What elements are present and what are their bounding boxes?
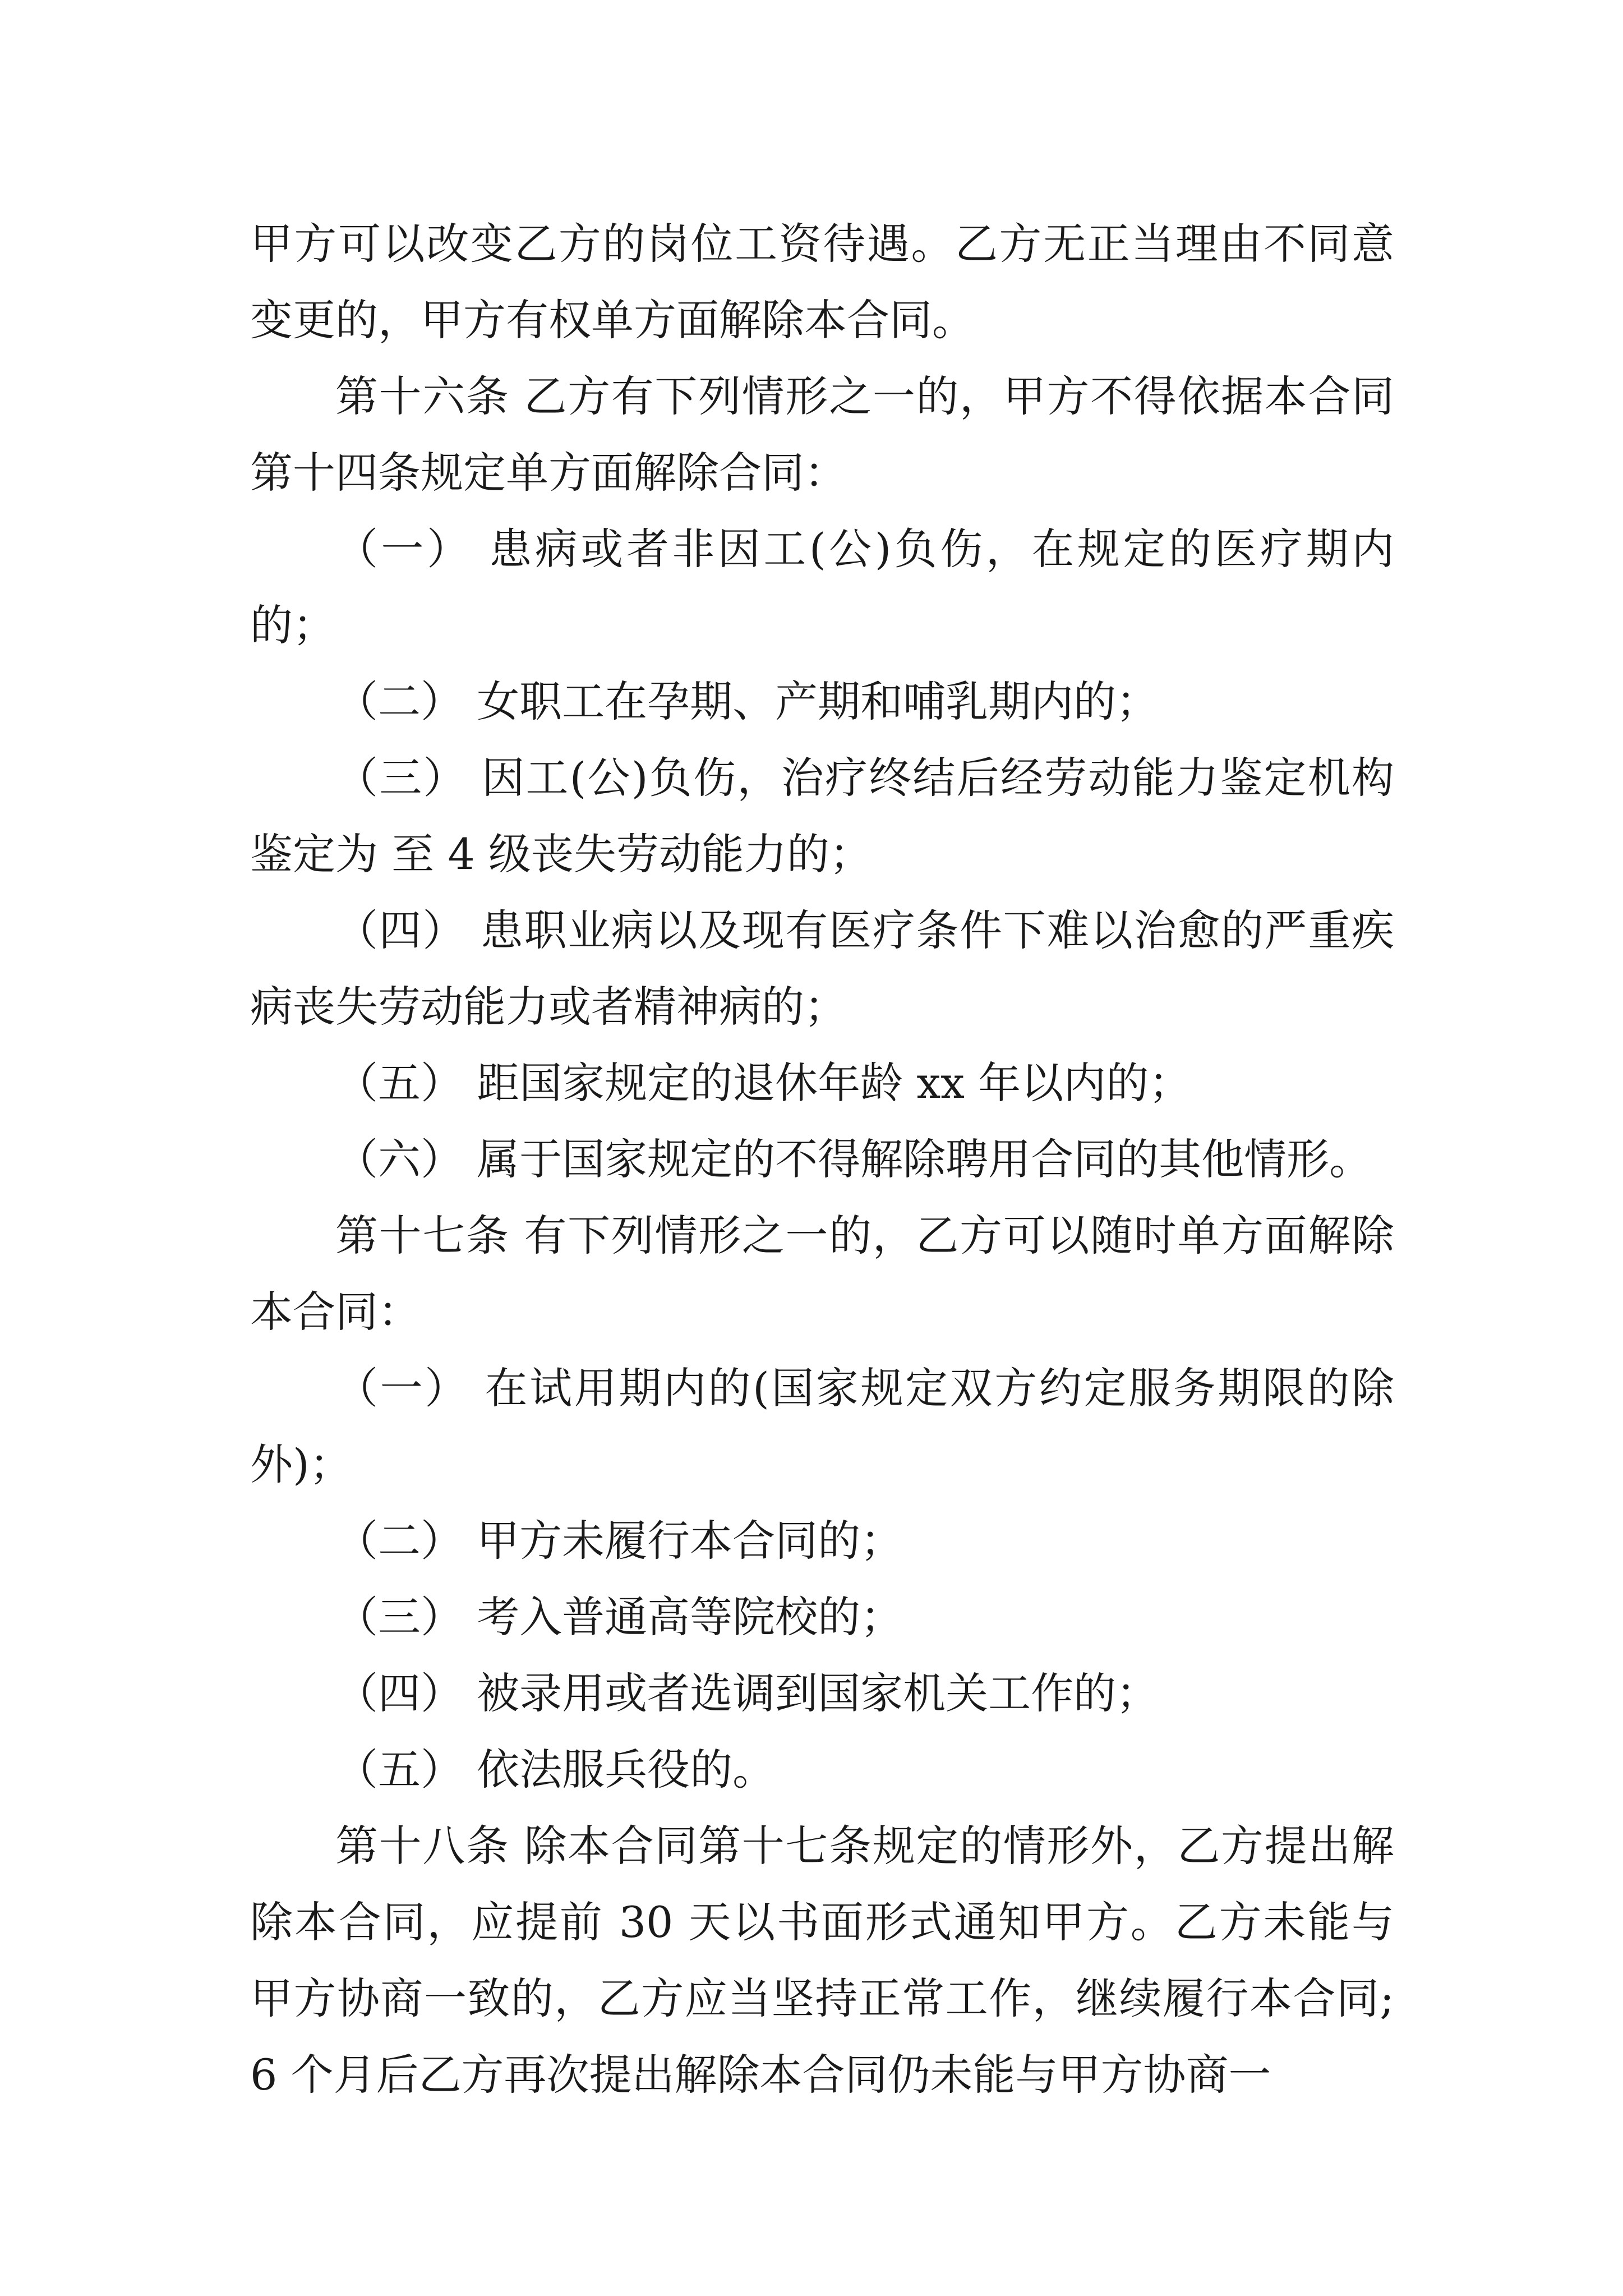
paragraph: 甲方可以改变乙方的岗位工资待遇。乙方无正当理由不同意变更的，甲方有权单方面解除本合同。 <box>250 219 1394 345</box>
paragraph-article-18: 第十八条 除本合同第十七条规定的情形外，乙方提出解除本合同，应提前 30 天以书面形式通知甲方。乙方未能与甲方协商一致的，乙方应当坚持正常工作，继续履行本合同;6 个月后乙方再次提出解除本合同仍未能与甲方协商一 <box>250 1821 1394 2100</box>
list-item: （六） 属于国家规定的不得解除聘用合同的其他情形。 <box>335 1134 1372 1184</box>
document-body <box>250 206 1394 2113</box>
list-item: （四） 患职业病以及现有医疗条件下难以治愈的严重疾病丧失劳动能力或者精神病的； <box>250 905 1394 1032</box>
paragraph-article-17: 第十七条 有下列情形之一的，乙方可以随时单方面解除本合同： <box>250 1211 1394 1337</box>
list-item: （三） 因工(公)负伤，治疗终结后经劳动能力鉴定机构鉴定为 至 4 级丧失劳动能力的； <box>250 753 1394 879</box>
list-item: （五） 依法服兵役的。 <box>335 1745 776 1795</box>
list-item: （一） 在试用期内的(国家规定双方约定服务期限的除外)； <box>250 1363 1394 1489</box>
list-item: （一） 患病或者非因工(公)负伤，在规定的医疗期内的； <box>250 524 1394 650</box>
list-item: （五） 距国家规定的退休年龄 xx 年以内的； <box>335 1058 1192 1108</box>
list-item: （四） 被录用或者选调到国家机关工作的； <box>335 1668 1159 1718</box>
paragraph-article-16: 第十六条 乙方有下列情形之一的，甲方不得依据本合同第十四条规定单方面解除合同： <box>250 371 1394 498</box>
list-item: （二） 女职工在孕期、产期和哺乳期内的； <box>335 677 1159 726</box>
list-item: （三） 考入普通高等院校的； <box>335 1592 903 1642</box>
list-item: （二） 甲方未履行本合同的； <box>335 1516 903 1566</box>
